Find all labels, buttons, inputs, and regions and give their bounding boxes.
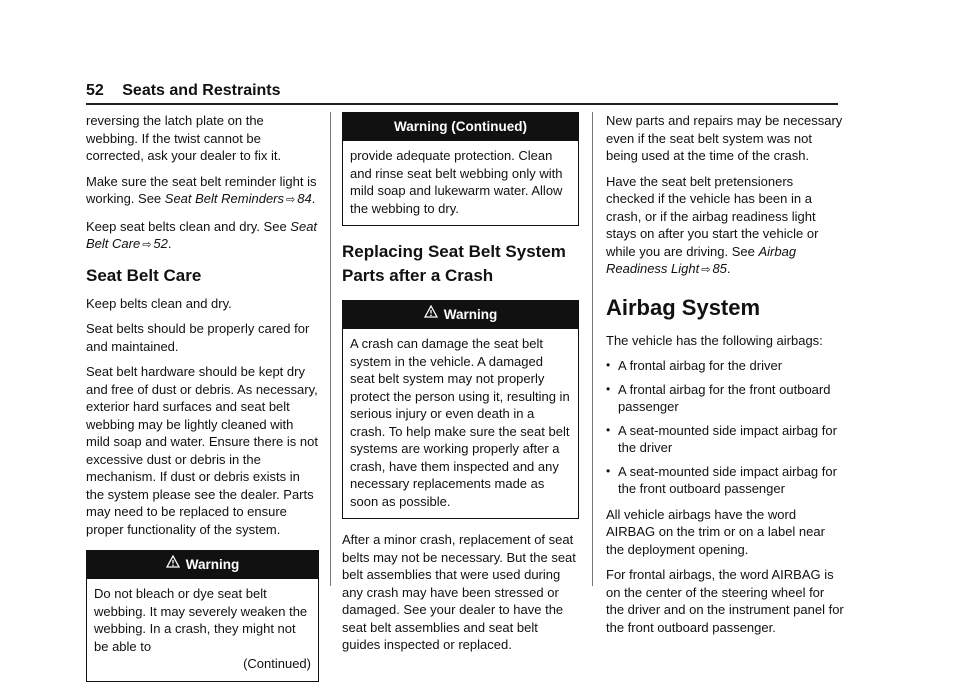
- column-3: [606, 112, 844, 644]
- list-item: • A frontal airbag for the front outboard passenger: [606, 381, 844, 416]
- paragraph: New parts and repairs may be necessary even if the seat belt system was not being used at the time of the crash.: [606, 113, 843, 163]
- warning-body: [343, 329, 578, 518]
- paragraph: Keep seat belts clean and dry. See Seat Belt Care ⇨ 52.: [86, 218, 318, 251]
- warning-header: Warning: [87, 551, 318, 579]
- airbag-list: [606, 357, 844, 498]
- header-rule: [86, 103, 838, 105]
- section-heading: Seat Belt Care: [86, 265, 202, 285]
- continued-label: (Continued): [243, 656, 311, 671]
- list-item: • A seat-mounted side impact airbag for the front outboard passenger: [606, 463, 844, 498]
- page-ref-icon: ⇨: [701, 264, 711, 276]
- section-heading: Replacing Seat Belt System Parts after a Crash: [342, 242, 566, 285]
- warning-body: [343, 141, 578, 225]
- cross-reference-link[interactable]: Airbag Readiness Light ⇨ 85: [606, 243, 797, 276]
- paragraph: After a minor crash, replacement of seat belts may not be necessary. But the seat belt assemblies that were used during any crash may have been stressed or damaged. See your dealer to have the seat belt assemblies and seat belt guides inspected or replaced.: [342, 532, 576, 652]
- paragraph: The vehicle has the following airbags:: [606, 332, 823, 348]
- list-item: • A seat-mounted side impact airbag for the driver: [606, 422, 844, 457]
- column-divider: [592, 112, 593, 586]
- warning-text: Do not bleach or dye seat belt webbing. It may severely weaken the webbing. In a crash, they might not be able to: [94, 586, 308, 654]
- warning-text: A crash can damage the seat belt system in the vehicle. A damaged seat belt system may not properly protect the person using it, resulting in serious injury or even death in a crash. To help make sure the seat belt systems are working properly after a crash, have them inspected and any necessary replacements made as soon as possible.: [350, 336, 570, 509]
- paragraph: Seat belt hardware should be kept dry and free of dust or debris. As necessary, exterior hard surfaces and seat belt webbing may be lightly cleaned with mild soap and water. Ensure there is not excessive dust or debris in the mechanism. If dust or debris exists in the system please see the dealer. Parts may need to be replaced to ensure proper functionality of the system.: [86, 364, 318, 537]
- warning-icon: [424, 301, 438, 329]
- warning-icon: [166, 551, 180, 579]
- page-ref-icon: ⇨: [286, 194, 296, 206]
- warning-box: [86, 550, 319, 682]
- warning-box: [342, 300, 579, 519]
- cross-reference-link[interactable]: Seat Belt Reminders ⇨ 84: [164, 191, 312, 206]
- page-ref-icon: ⇨: [142, 239, 152, 251]
- warning-text: provide adequate protection. Clean and rinse seat belt webbing only with mild soap and lukewarm water. Allow the webbing to dry.: [350, 148, 563, 216]
- column-1: [86, 112, 319, 682]
- page-header: [86, 82, 281, 100]
- paragraph: reversing the latch plate on the webbing. If the twist cannot be corrected, ask your dealer to fix it.: [86, 113, 282, 163]
- paragraph: All vehicle airbags have the word AIRBAG on the trim or on a label near the deployment opening.: [606, 506, 825, 557]
- cross-reference-link[interactable]: Seat Belt Care ⇨ 52: [86, 218, 318, 251]
- section-heading: Airbag System: [606, 294, 761, 320]
- section-title: Seats and Restraints: [122, 82, 281, 99]
- paragraph: Keep belts clean and dry.: [86, 295, 232, 311]
- paragraph: For frontal airbags, the word AIRBAG is on the center of the steering wheel for the driver and on the instrument panel for the front outboard passenger.: [606, 567, 844, 635]
- paragraph: Seat belts should be properly cared for and maintained.: [86, 321, 310, 354]
- warning-box: [342, 112, 579, 226]
- warning-header: Warning: [343, 301, 578, 329]
- warning-header: Warning (Continued): [343, 113, 578, 141]
- paragraph: Have the seat belt pretensioners checked if the vehicle has been in a crash, or if the airbag readiness light stays on after you start the vehicle or while you are driving. See Airbag Readiness Light ⇨ 85.: [606, 173, 819, 276]
- warning-body: [87, 579, 318, 681]
- list-item: • A frontal airbag for the driver: [606, 357, 844, 375]
- column-divider: [330, 112, 331, 586]
- column-2: [342, 112, 579, 662]
- page-number: 52: [86, 82, 104, 99]
- paragraph: Make sure the seat belt reminder light is working. See Seat Belt Reminders ⇨ 84.: [86, 173, 317, 206]
